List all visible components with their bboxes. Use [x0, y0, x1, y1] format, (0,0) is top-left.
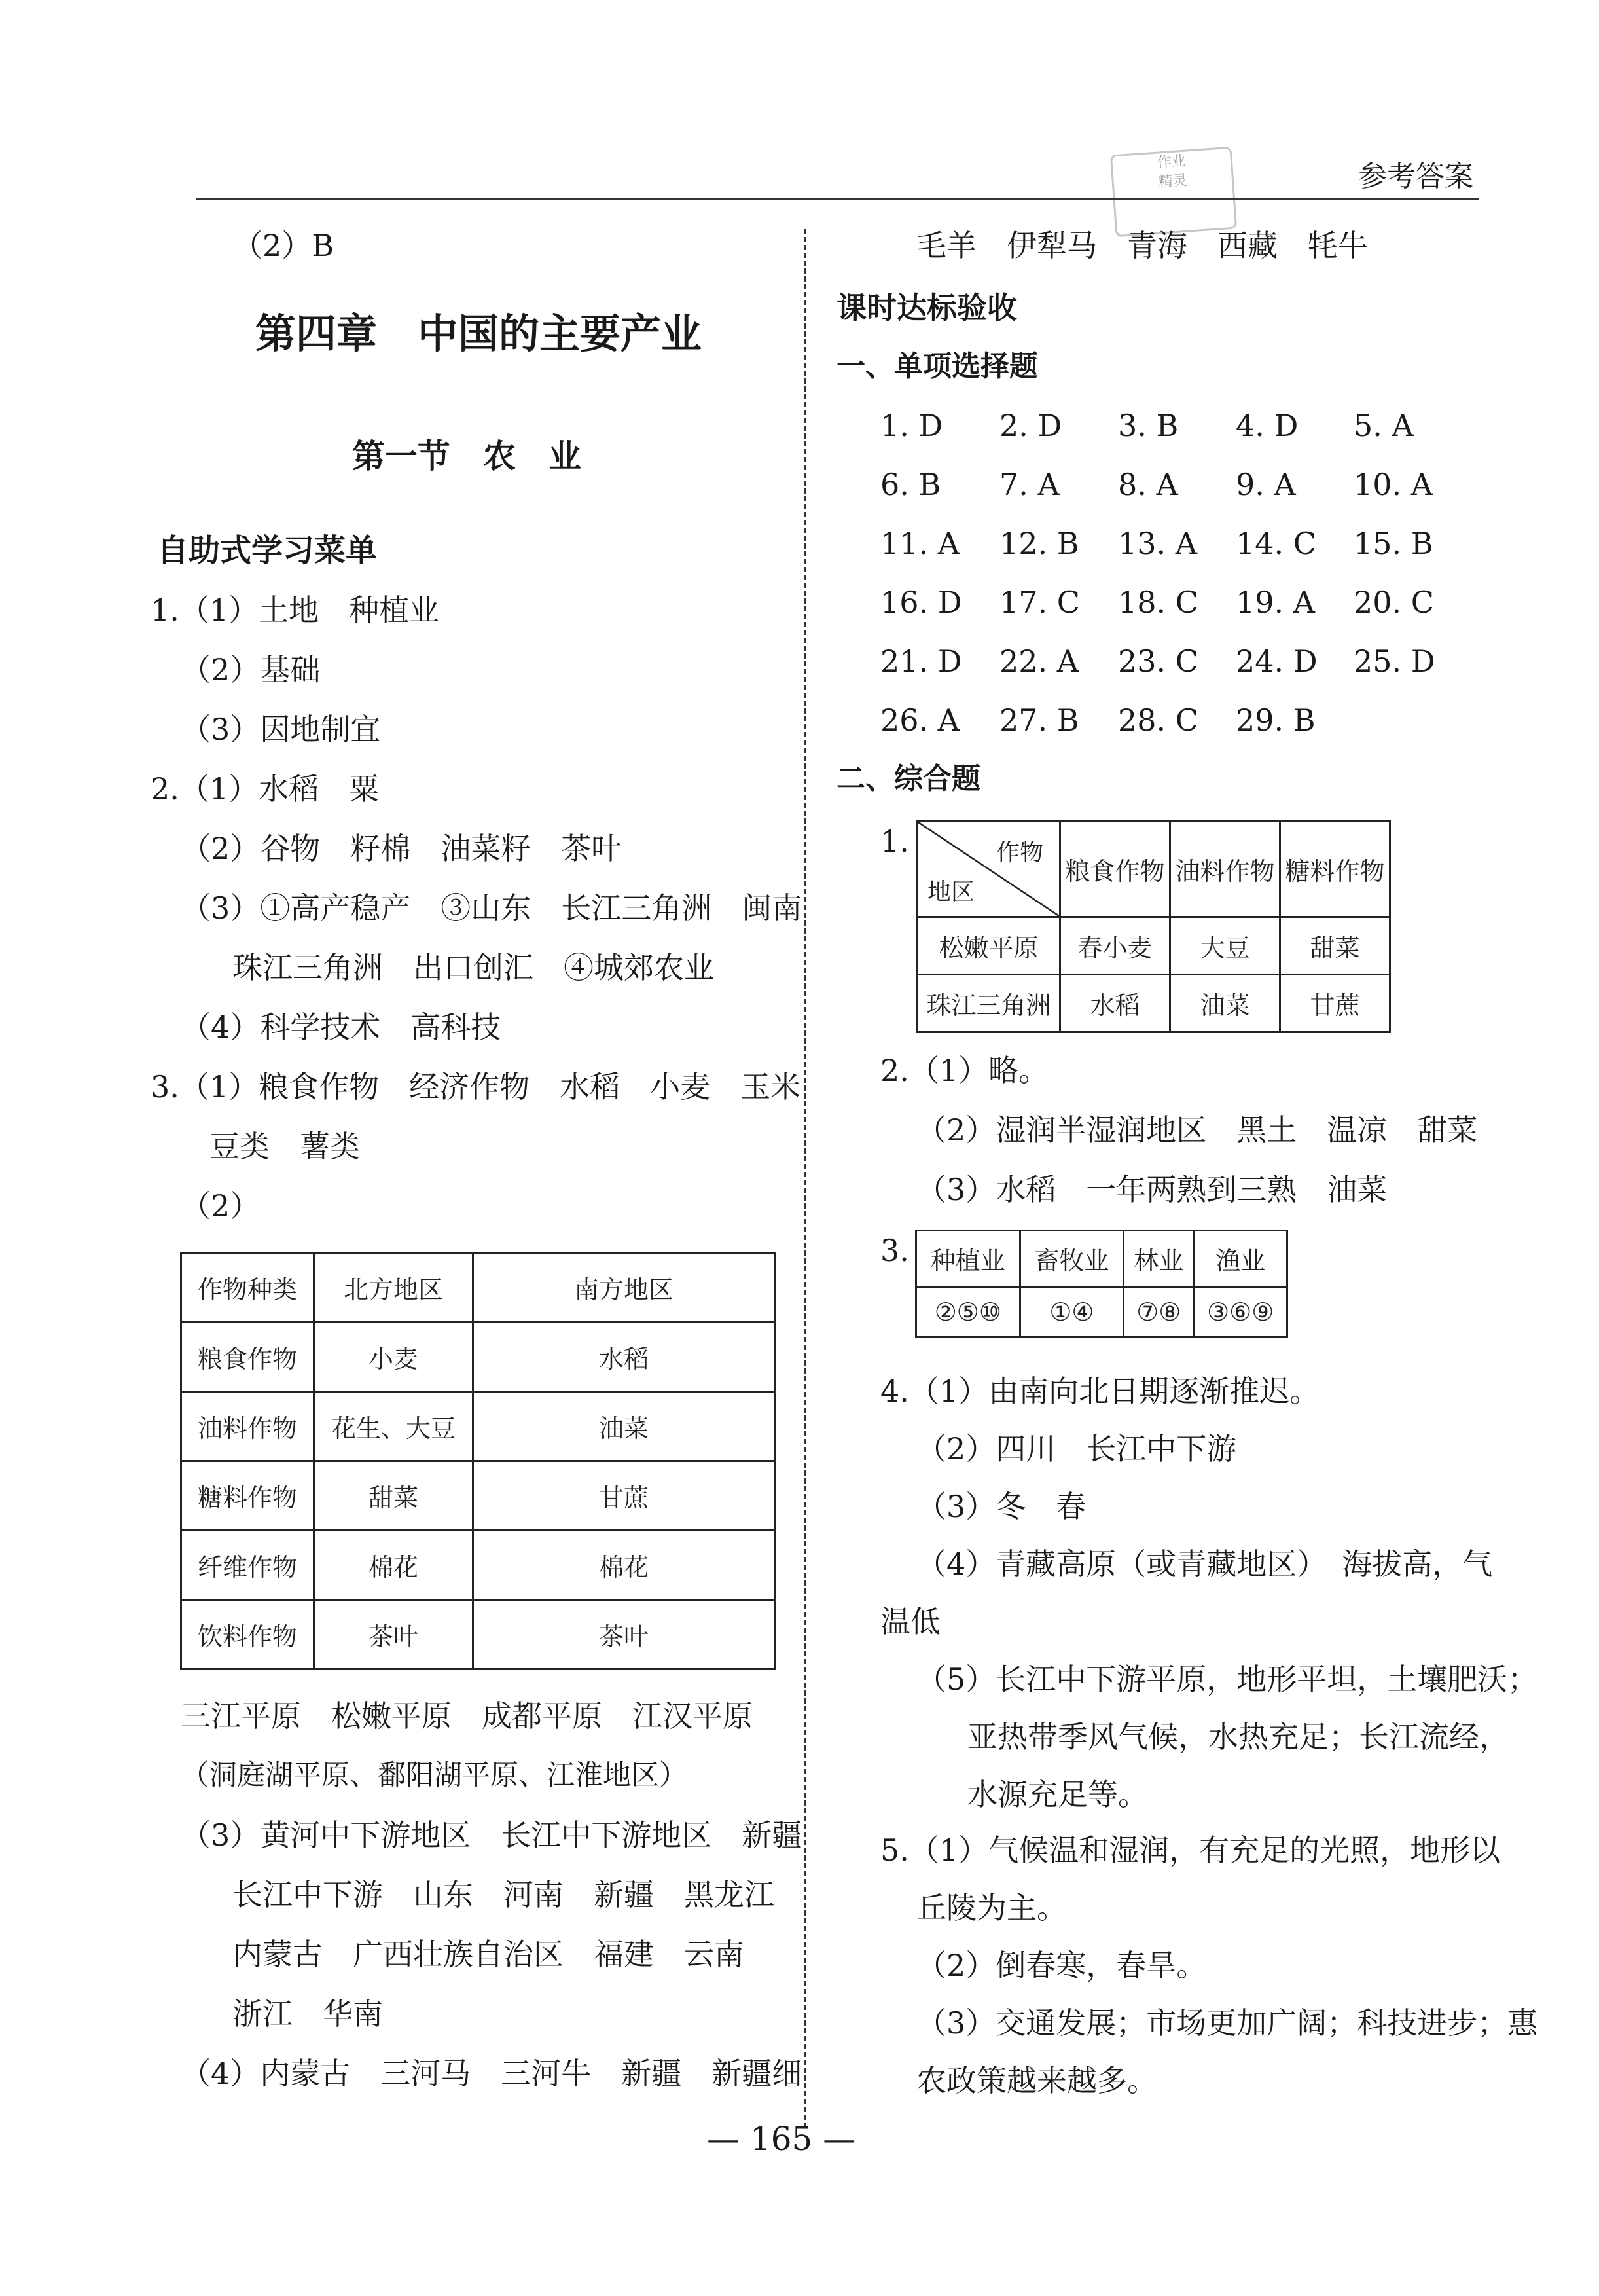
test-title: 课时达标验收 [836, 290, 1017, 325]
prev-answer: （2）B [232, 228, 334, 263]
answer-item: 3. B [1118, 408, 1179, 443]
answer-item: 1. D [880, 408, 943, 443]
table-cell: ⑦⑧ [1124, 1287, 1194, 1337]
table-cell: 茶叶 [314, 1600, 473, 1669]
left-line: （2） [181, 1188, 261, 1224]
section-title: 第一节 农 业 [352, 437, 581, 475]
table-cell: 棉花 [473, 1531, 775, 1600]
table-cell: 小麦 [314, 1322, 473, 1392]
table-cell: ②⑤⑩ [916, 1287, 1020, 1337]
right-line: （2）倒春寒，春旱。 [916, 1948, 1207, 1983]
answer-item: 13. A [1118, 526, 1197, 561]
right-line: 5.（1）气候温和湿润，有充足的光照，地形以 [880, 1832, 1501, 1868]
answer-item: 15. B [1354, 526, 1433, 561]
answer-item: 2. D [999, 408, 1062, 443]
watermark-stamp [1110, 147, 1237, 238]
section2-title: 二、综合题 [836, 762, 980, 795]
answer-item: 24. D [1236, 644, 1318, 679]
left-line: 浙江 华南 [232, 1996, 383, 2032]
answer-item: 27. B [999, 702, 1079, 738]
header-rule [196, 198, 1479, 200]
table-cell: 珠江三角洲 [918, 975, 1060, 1032]
answer-item: 14. C [1236, 526, 1316, 561]
table-row [918, 975, 1390, 1032]
answer-item: 8. A [1118, 467, 1178, 502]
answer-item: 11. A [880, 526, 960, 561]
table-cell: 松嫩平原 [918, 917, 1060, 975]
right-line: （2）四川 长江中下游 [916, 1431, 1237, 1467]
table-cell: 棉花 [314, 1531, 473, 1600]
table-cell: 花生、大豆 [314, 1392, 473, 1461]
right-line: （3）水稻 一年两熟到三熟 油菜 [916, 1172, 1388, 1207]
right-line: 毛羊 伊犁马 青海 西藏 牦牛 [916, 228, 1368, 263]
table-header: 油料作物 [1170, 822, 1280, 917]
table-row [181, 1461, 775, 1531]
right-line: （3）冬 春 [916, 1489, 1087, 1524]
table-row [181, 1531, 775, 1600]
column-divider [804, 229, 806, 2128]
answer-item: 22. A [999, 644, 1079, 679]
section1-title: 一、单项选择题 [836, 350, 1038, 383]
answer-item: 18. C [1118, 585, 1198, 620]
stamp-text-top: 作业 [1156, 153, 1187, 172]
table-header: 粮食作物 [1060, 822, 1170, 917]
crop-table [180, 1252, 776, 1670]
table-header: 作物种类 [181, 1253, 314, 1322]
left-line: 三江平原 松嫩平原 成都平原 江汉平原 [181, 1698, 753, 1734]
answer-item: 29. B [1236, 702, 1316, 738]
right-line: 农政策越来越多。 [916, 2063, 1157, 2098]
table-cell: 水稻 [473, 1322, 775, 1392]
answer-item: 23. C [1118, 644, 1198, 679]
chapter-title: 第四章 中国的主要产业 [255, 310, 702, 357]
table-cell: 油料作物 [181, 1392, 314, 1461]
left-line: 2.（1）水稻 粟 [151, 771, 380, 807]
table-row [181, 1322, 775, 1392]
table-cell: 春小麦 [1060, 917, 1170, 975]
table-cell: 大豆 [1170, 917, 1280, 975]
table-cell: 糖料作物 [181, 1461, 314, 1531]
table-cell: 甜菜 [314, 1461, 473, 1531]
table-cell: 油菜 [473, 1392, 775, 1461]
answer-item: 21. D [880, 644, 962, 679]
answer-item: 19. A [1236, 585, 1315, 620]
table-cell: 甘蔗 [473, 1461, 775, 1531]
right-line: （3）交通发展；市场更加广阔；科技进步；惠 [916, 2005, 1538, 2041]
right-line: 4.（1）由南向北日期逐渐推迟。 [880, 1374, 1320, 1409]
region-crop-table [916, 820, 1391, 1033]
answer-item: 16. D [880, 585, 962, 620]
table-header: 畜牧业 [1020, 1231, 1124, 1287]
right-line: 亚热带季风气候，水热充足；长江流经， [967, 1719, 1509, 1755]
answer-item: 25. D [1354, 644, 1435, 679]
table-cell: 茶叶 [473, 1600, 775, 1669]
corner-bottom-label: 地区 [927, 879, 975, 905]
right-line: （4）青藏高原（或青藏地区） 海拔高，气 [916, 1546, 1493, 1582]
answer-item: 4. D [1236, 408, 1299, 443]
table-header: 北方地区 [314, 1253, 473, 1322]
answer-item: 12. B [999, 526, 1079, 561]
table-cell: 甘蔗 [1280, 975, 1390, 1032]
stamp-text-mid: 精灵 [1158, 172, 1188, 191]
page-number: — 165 — [707, 2120, 856, 2158]
table-cell: 饮料作物 [181, 1600, 314, 1669]
answer-item: 7. A [999, 467, 1060, 502]
table-header: 种植业 [916, 1231, 1020, 1287]
right-line: （2）湿润半湿润地区 黑土 温凉 甜菜 [916, 1112, 1478, 1148]
left-line: （2）谷物 籽棉 油菜籽 茶叶 [181, 831, 622, 866]
left-line: （3）因地制宜 [181, 712, 381, 747]
answer-item: 9. A [1236, 467, 1296, 502]
answer-item: 20. C [1354, 585, 1434, 620]
corner-top-label: 作物 [996, 839, 1043, 866]
right-line: 水源充足等。 [967, 1777, 1148, 1812]
left-line: （4）内蒙古 三河马 三河牛 新疆 新疆细 [181, 2056, 802, 2091]
table-row [916, 1287, 1287, 1337]
table-cell: 纤维作物 [181, 1531, 314, 1600]
header-title: 参考答案 [1358, 160, 1473, 193]
table-cell: 油菜 [1170, 975, 1280, 1032]
answer-item: 17. C [999, 585, 1080, 620]
table-corner-cell [918, 822, 1060, 917]
left-line: 内蒙古 广西壮族自治区 福建 云南 [232, 1937, 744, 1972]
table-cell: ③⑥⑨ [1194, 1287, 1287, 1337]
right-line: 2.（1）略。 [880, 1053, 1049, 1088]
right-line: 丘陵为主。 [916, 1890, 1067, 1925]
left-line: （3）①高产稳产 ③山东 长江三角洲 闽南 [181, 890, 802, 926]
answer-item: 6. B [880, 467, 941, 502]
answer-item: 26. A [880, 702, 960, 738]
table-cell: 甜菜 [1280, 917, 1390, 975]
left-line: 豆类 薯类 [209, 1129, 360, 1164]
table-row [181, 1392, 775, 1461]
answer-item: 5. A [1354, 408, 1414, 443]
table-header: 南方地区 [473, 1253, 775, 1322]
left-line: （3）黄河中下游地区 长江中下游地区 新疆 [181, 1817, 802, 1853]
table-row [181, 1600, 775, 1669]
answer-item: 10. A [1354, 467, 1433, 502]
table-header: 渔业 [1194, 1231, 1287, 1287]
sector-table [915, 1230, 1288, 1338]
table-cell: 粮食作物 [181, 1322, 314, 1392]
menu-title: 自助式学习菜单 [157, 532, 378, 569]
q3-number: 3. [880, 1233, 909, 1268]
left-line: （4）科学技术 高科技 [181, 1010, 501, 1045]
right-line: （5）长江中下游平原，地形平坦，土壤肥沃； [916, 1662, 1538, 1697]
table-header: 糖料作物 [1280, 822, 1390, 917]
left-line: 3.（1）粮食作物 经济作物 水稻 小麦 玉米 [151, 1069, 801, 1104]
right-line: 温低 [880, 1604, 941, 1639]
left-line: （2）基础 [181, 652, 321, 687]
table-header: 林业 [1124, 1231, 1194, 1287]
left-line: 珠江三角洲 出口创汇 ④城郊农业 [232, 950, 714, 985]
left-line: 1.（1）土地 种植业 [151, 592, 440, 628]
answer-item: 28. C [1118, 702, 1198, 738]
left-line: 长江中下游 山东 河南 新疆 黑龙江 [232, 1877, 774, 1912]
table-row [918, 917, 1390, 975]
table-cell: ①④ [1020, 1287, 1124, 1337]
q1-number: 1. [880, 824, 909, 859]
left-line: （洞庭湖平原、鄱阳湖平原、江淮地区） [181, 1759, 687, 1792]
table-cell: 水稻 [1060, 975, 1170, 1032]
